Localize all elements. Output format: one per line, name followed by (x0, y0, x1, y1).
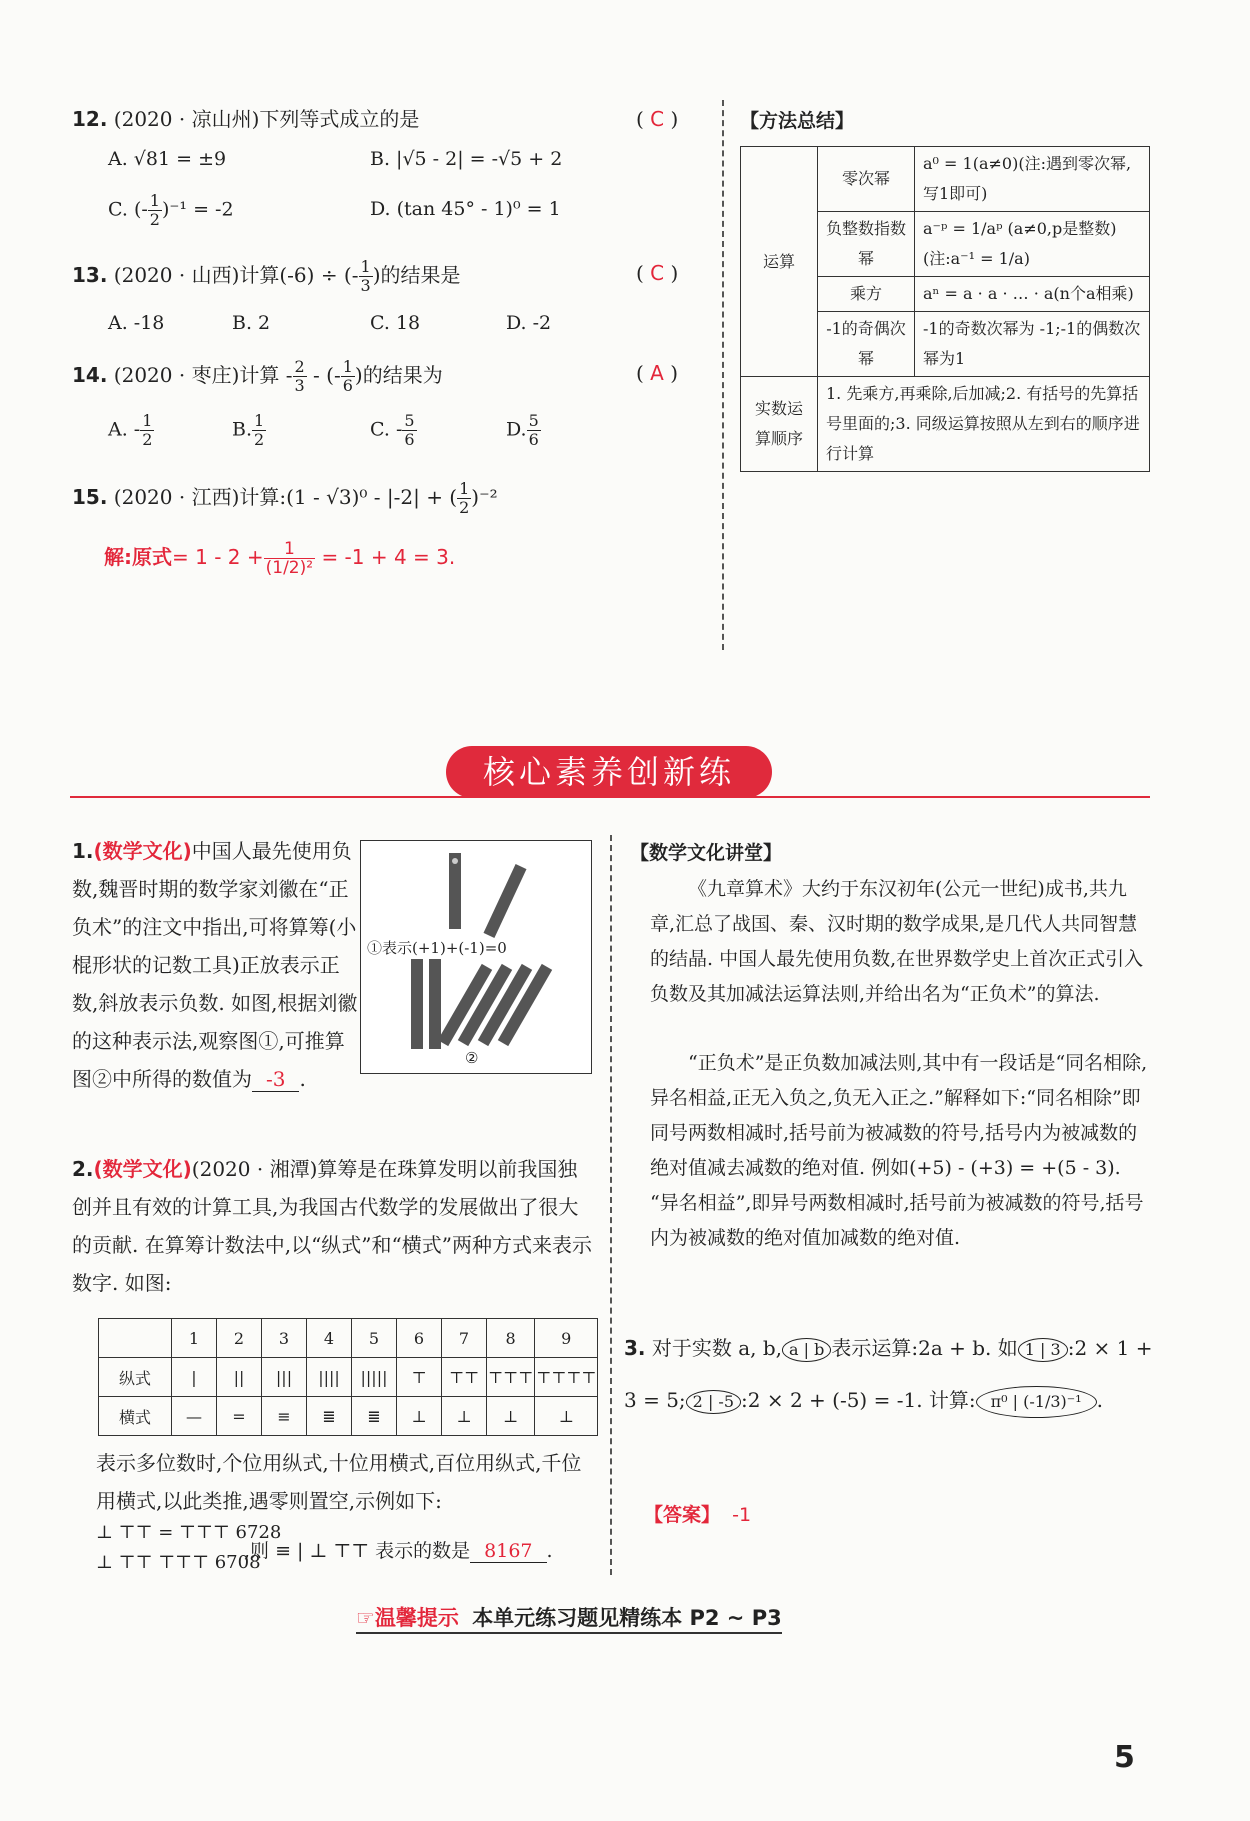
cell: ≡ (262, 1397, 307, 1436)
p2-text-2: 表示多位数时,个位用纵式,十位用横式,百位用纵式,千位用横式,以此类推,遇零则置空,示例如下: (96, 1451, 582, 1513)
p3-text: 3. 对于实数 a, b, a | b 表示运算:2a + b. 如 1 | 3 :2 × 1 + 3 = 5; 2 | -5 :2 × 2 + (-5) = -1. 计算: π⁰ | (-1/3)⁻¹ . (624, 1322, 1154, 1426)
q14-option-c: C. - $\frac{5}{6}$ (370, 411, 415, 449)
table-row (741, 377, 1150, 472)
header-cell: 8 (487, 1319, 535, 1358)
q12-option-d: D. (tan 45° - 1)⁰ = 1 (370, 198, 561, 220)
table-row (741, 147, 1150, 212)
culture-paragraph-1: 《九章算术》大约于东汉初年(公元一世纪)成书,共九章,汇总了战国、秦、汉时期的数学成果,是几代人共同智慧的结晶. 中国人最先使用负数,在世界数学史上首次正式引入负数及其加减法运算法则,并给出名为“正负术”的算法. (650, 878, 1144, 1005)
cell: |||| (307, 1358, 352, 1397)
cell: = (217, 1397, 262, 1436)
column-divider-bottom (610, 835, 612, 1575)
header-cell: 6 (397, 1319, 442, 1358)
header-cell: 9 (535, 1319, 598, 1358)
q13-stem: 13. (2020 · 山西)计算(-6) ÷ (- $\frac{1}{3}$ )的结果是 (72, 257, 461, 295)
name-cell: 零次幂 (818, 147, 915, 212)
cell: | (172, 1358, 217, 1397)
p3-answer: 【答案】 -1 (644, 1504, 752, 1526)
q12-stem: 12. (2020 · 凉山州)下列等式成立的是 (72, 107, 420, 131)
q12-answer: ( C ) (636, 107, 679, 131)
desc-cell: a⁰ = 1(a≠0)(注:遇到零次幂,写1即可) (915, 147, 1150, 212)
group-cell: 运算 (741, 147, 818, 377)
column-divider-top (722, 100, 724, 650)
q12-option-b: B. |√5 - 2| = -√5 + 2 (370, 148, 563, 170)
section-banner: 核心素养创新练 (446, 746, 772, 798)
operation-symbol: a | b (782, 1338, 831, 1362)
q14-option-b: B. $\frac{1}{2}$ (232, 411, 265, 449)
table-row (99, 1397, 598, 1436)
row-label: 横式 (99, 1397, 172, 1436)
header-cell: 5 (352, 1319, 397, 1358)
desc-cell: 1. 先乘方,再乘除,后加减;2. 有括号的先算括号里面的;3. 同级运算按照从左到右的顺序进行计算 (818, 377, 1150, 472)
culture-title: 【数学文化讲堂】 (630, 842, 783, 864)
culture-paragraph-2: “正负术”是正负数加减法则,其中有一段话是“同名相除,异名相益,正无入负之,负无入正之.”解释如下:“同名相除”即同号两数相减时,括号前为被减数的符号,括号内为被减数的绝对值减去减数的绝对值. 例如(+5) - (+3) = +(5 - 3). “异名相益”,即异号两数相减时,括号前为被减数的符号,括号内为被减数的绝对值加减数的绝对值. (650, 1052, 1148, 1249)
rod (411, 959, 423, 1049)
q13-answer: ( C ) (636, 261, 679, 285)
header-cell: 1 (172, 1319, 217, 1358)
fig-caption-2: ② (465, 1049, 479, 1067)
cell: ||| (262, 1358, 307, 1397)
cell: ≣ (307, 1397, 352, 1436)
fig-caption-1: ①表示(+1)+(-1)=0 (367, 939, 507, 957)
desc-cell: -1的奇数次幂为 -1;-1的偶数次幂为1 (915, 312, 1150, 377)
cell: ⊥ (535, 1397, 598, 1436)
cell: ⊤⊤ (442, 1358, 487, 1397)
header-cell: 2 (217, 1319, 262, 1358)
q13-option-a: A. -18 (108, 312, 165, 334)
header-cell: 7 (442, 1319, 487, 1358)
counting-rod-figure (360, 840, 592, 1074)
corner-cell (99, 1319, 172, 1358)
q14-answer: ( A ) (636, 361, 679, 385)
p1-text: 1.(数学文化)中国人最先使用负数,魏晋时期的数学家刘徽在“正负术”的注文中指出,可将算筹(小棍形状的记数工具)正放表示正数,斜放表示负数. 如图,根据刘徽的这种表示法,观察图①,可推算图②中所得的数值为 -3 . (72, 839, 358, 1091)
q12-option-a: A. √81 = ±9 (108, 148, 227, 170)
cell: — (172, 1397, 217, 1436)
cell: ||||| (352, 1358, 397, 1397)
desc-cell: a⁻ᵖ = 1/aᵖ (a≠0,p是整数)(注:a⁻¹ = 1/a) (915, 212, 1150, 277)
q13-option-d: D. -2 (506, 312, 552, 334)
q15-solution: 解:原式= 1 - 2 + $\frac{1}{\text{(1/2)²}}$ = -1 + 4 = 3. (104, 539, 456, 578)
header-cell: 3 (262, 1319, 307, 1358)
q12-option-c: C. (- $\frac{1}{2}$ )⁻¹ = -2 (108, 191, 234, 229)
header-cell: 4 (307, 1319, 352, 1358)
q14-stem: 14. (2020 · 枣庄)计算 - $\frac{2}{3}$ - (- $\frac{1}{6}$ )的结果为 (72, 357, 443, 395)
cell: ⊤ (397, 1358, 442, 1397)
q14-option-d: D. $\frac{5}{6}$ (506, 411, 539, 449)
p1-answer: -3 (252, 1067, 299, 1092)
rod-slanted (484, 864, 527, 938)
cell: ⊥ (397, 1397, 442, 1436)
operation-symbol: 2 | -5 (686, 1390, 741, 1414)
q13-option-c: C. 18 (370, 312, 421, 334)
table-row (99, 1358, 598, 1397)
page-number: 5 (1114, 1740, 1135, 1775)
cell: || (217, 1358, 262, 1397)
method-summary-table (740, 146, 1150, 472)
operation-symbol: π⁰ | (-1/3)⁻¹ (976, 1386, 1097, 1418)
rod-upright (449, 853, 461, 929)
cell: ≣ (352, 1397, 397, 1436)
p2-ask: ,则 ≡ | ⊥ ⊤⊤ 表示的数是 8167 . (244, 1540, 553, 1562)
cell: ⊥ (442, 1397, 487, 1436)
method-summary-title: 【方法总结】 (740, 110, 855, 132)
p2-answer: 8167 (470, 1540, 546, 1563)
tip-note: ☞温馨提示 本单元练习题见精练本 P2 ~ P3 (356, 1602, 782, 1634)
cell: ⊤⊤⊤ (487, 1358, 535, 1397)
name-cell: 乘方 (818, 277, 915, 312)
operation-symbol: 1 | 3 (1018, 1338, 1068, 1362)
q15-stem: 15. (2020 · 江西)计算:(1 - √3)⁰ - |-2| + ( $\frac{1}{2}$ )⁻² (72, 479, 498, 517)
name-cell: -1的奇偶次幂 (818, 312, 915, 377)
q13-option-b: B. 2 (232, 312, 271, 334)
rod (429, 959, 441, 1049)
row-label: 纵式 (99, 1358, 172, 1397)
cell: ⊤⊤⊤⊤ (535, 1358, 598, 1397)
table-row (99, 1319, 598, 1358)
p2-example-2: ⊥ ⊤⊤ ⊤⊤⊤ 6708 (96, 1552, 261, 1573)
cell: ⊥ (487, 1397, 535, 1436)
p2-text: 2.(数学文化)(2020 · 湘潭)算筹是在珠算发明以前我国独创并且有效的计算工具,为我国古代数学的发展做出了很大的贡献. 在算筹计数法中,以“纵式”和“横式”两种方式来表示数字. 如图: (72, 1157, 592, 1295)
name-cell: 负整数指数幂 (818, 212, 915, 277)
q14-option-a: A. - $\frac{1}{2}$ (108, 411, 153, 449)
counting-rod-table (98, 1318, 598, 1436)
p2-example-1: ⊥ ⊤⊤ = ⊤⊤⊤ 6728 (96, 1522, 282, 1543)
group-cell: 实数运算顺序 (741, 377, 818, 472)
desc-cell: aⁿ = a · a · … · a(n个a相乘) (915, 277, 1150, 312)
